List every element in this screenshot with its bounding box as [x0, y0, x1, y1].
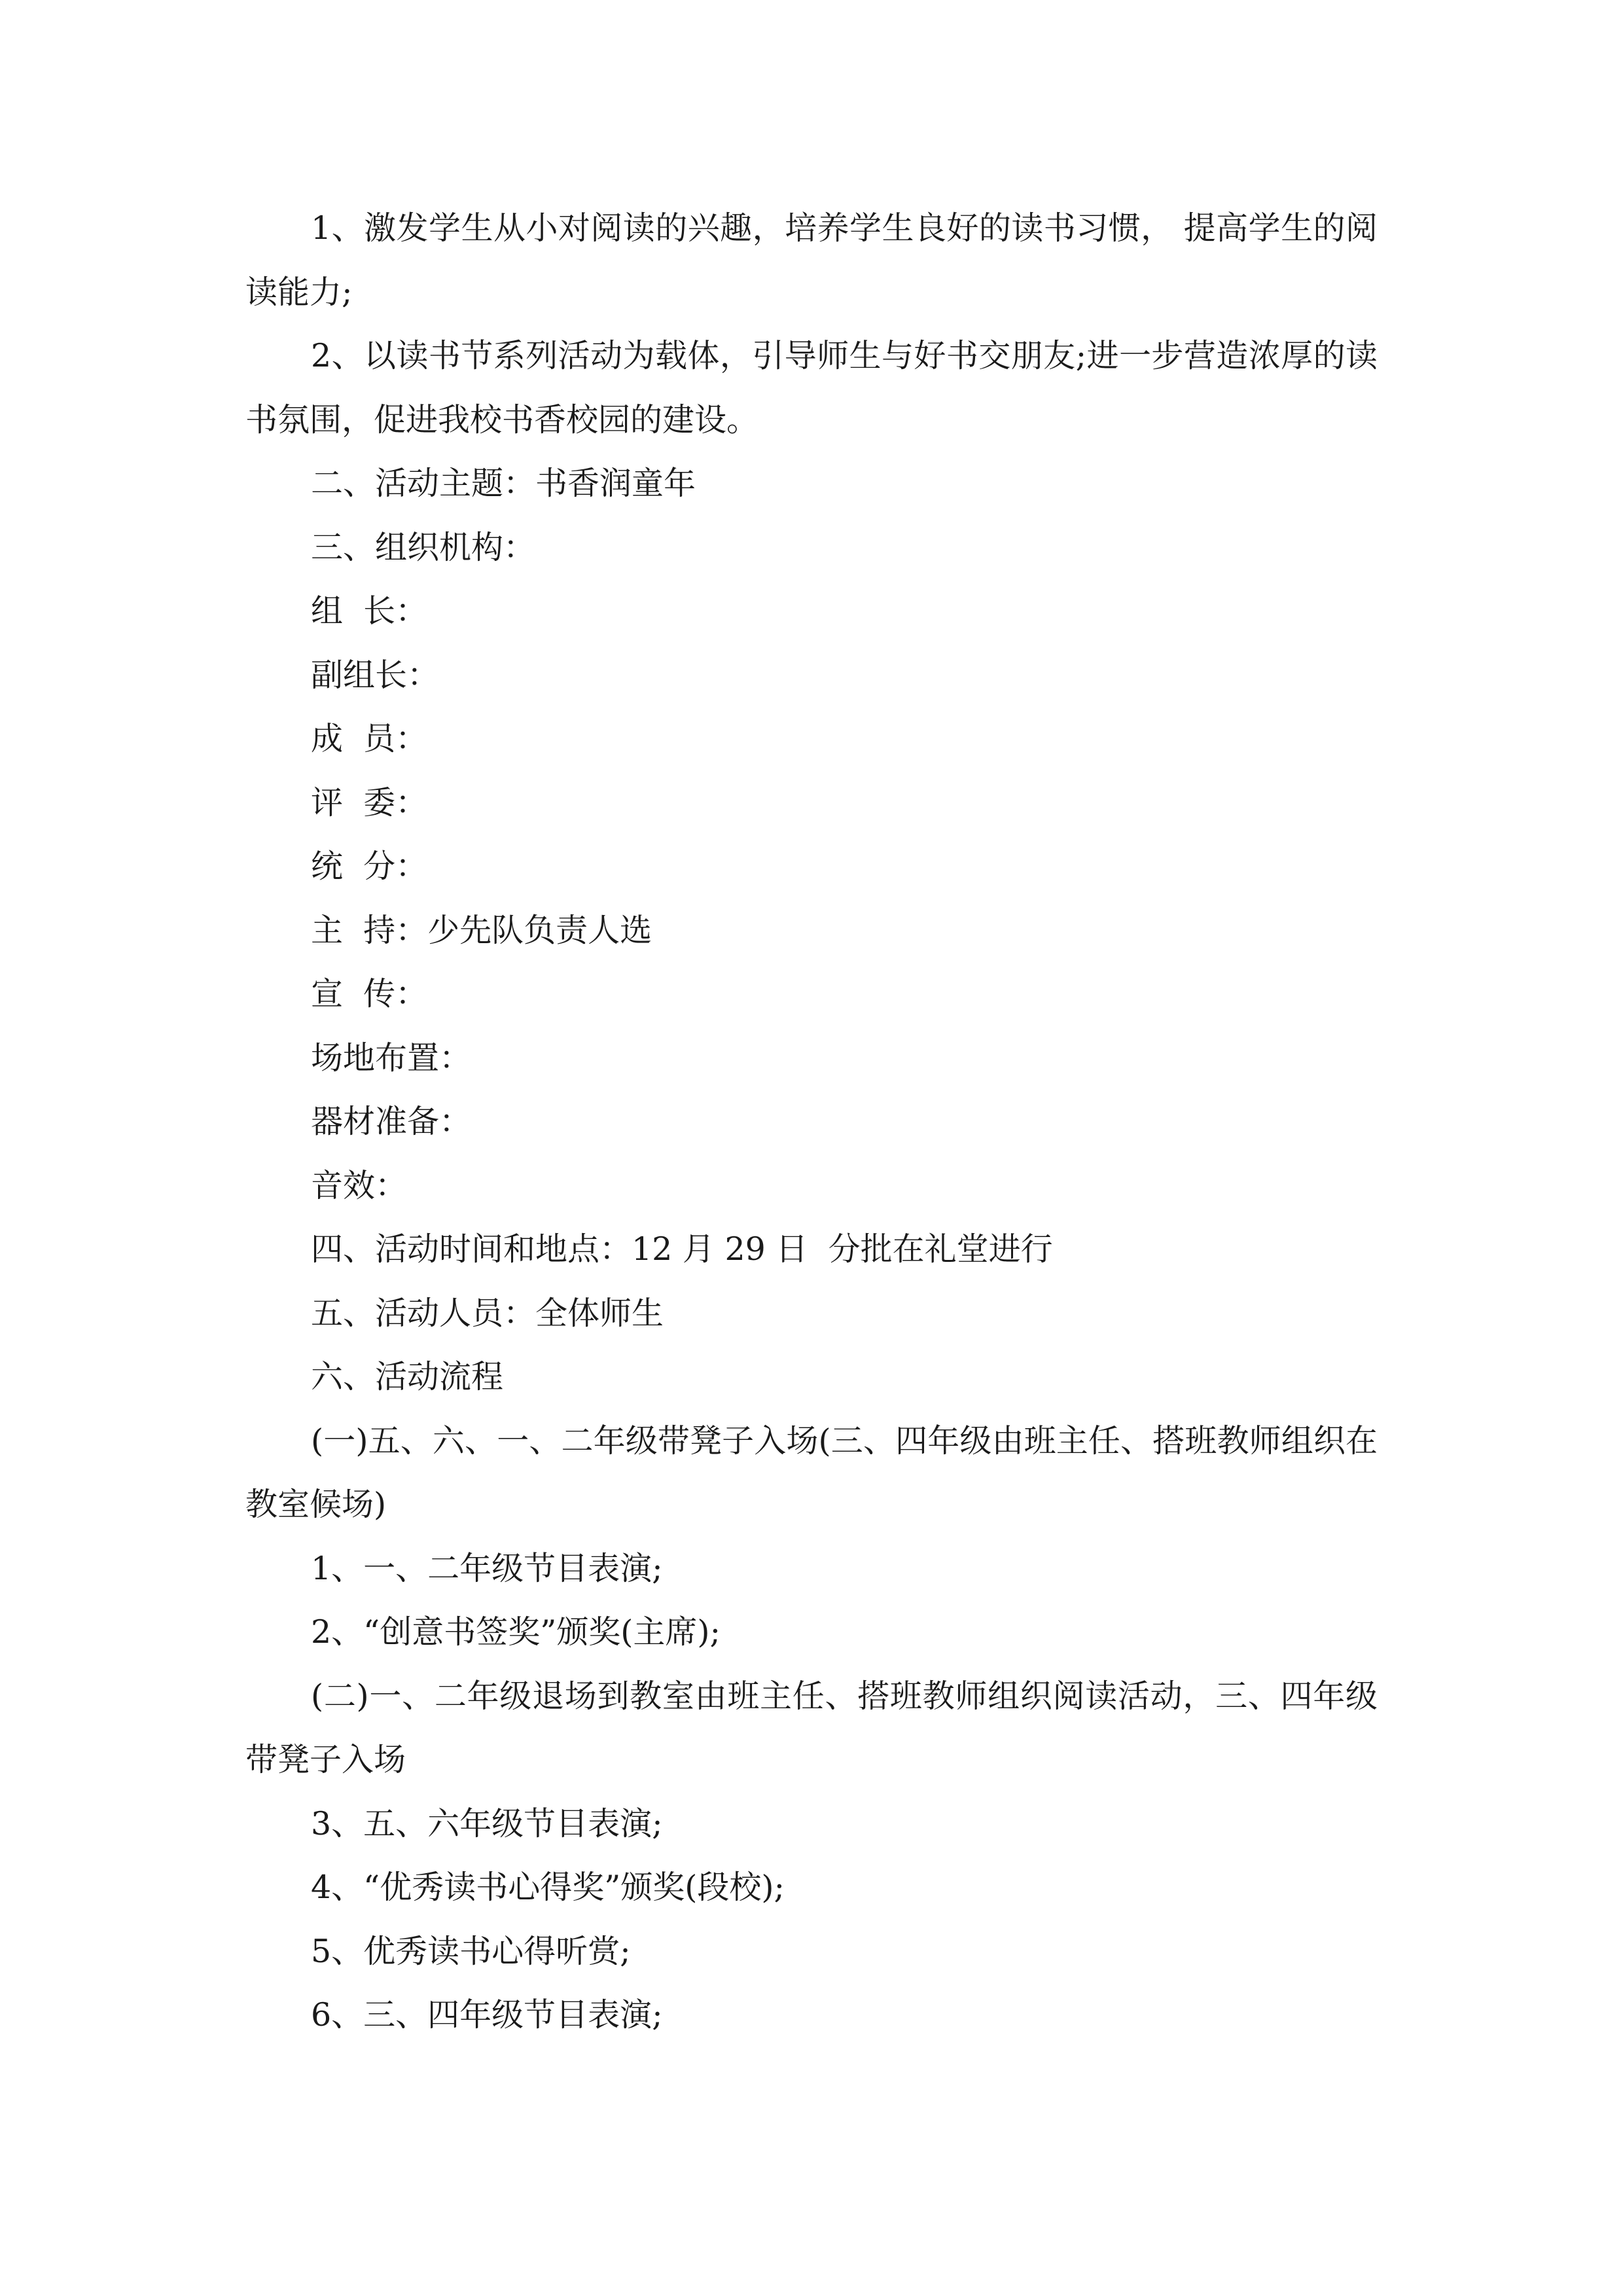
org-equipment: 器材准备：	[311, 1103, 472, 1140]
org-judges: 评 委：	[311, 783, 428, 821]
procedure-part-1: (一)五、六、一、二年级带凳子入场(三、四年级由班主任、搭班教师组织在教室候场)	[245, 1422, 1378, 1523]
procedure-step-2: 2、“创意书签奖”颁奖(主席);	[311, 1613, 721, 1651]
org-scoring: 统 分：	[311, 848, 428, 885]
procedure-part-2: (二)一、二年级退场到教室由班主任、搭班教师组织阅读活动，三、四年级带凳子入场	[245, 1677, 1378, 1778]
org-leader: 组 长：	[311, 592, 428, 630]
procedure-step-6: 6、三、四年级节目表演;	[311, 1996, 663, 2034]
org-venue-setup: 场地布置：	[311, 1039, 472, 1077]
org-deputy-leader: 副组长：	[311, 656, 440, 694]
goal-item-1: 1、激发学生从小对阅读的兴趣，培养学生良好的读书习惯， 提高学生的阅读能力;	[245, 209, 1378, 311]
procedure-step-1: 1、一、二年级节目表演;	[311, 1549, 663, 1587]
section-heading-time-place: 四、活动时间和地点：12 月 29 日 分批在礼堂进行	[311, 1230, 1053, 1268]
org-publicity: 宣 传：	[311, 975, 428, 1013]
org-sound: 音效：	[311, 1166, 408, 1204]
procedure-step-3: 3、五、六年级节目表演;	[311, 1804, 663, 1842]
goal-item-2: 2、以读书节系列活动为载体，引导师生与好书交朋友;进一步营造浓厚的读书氛围，促进我校书香校园的建设。	[245, 337, 1378, 439]
section-heading-organization: 三、组织机构：	[311, 528, 536, 566]
org-host: 主 持：少先队负责人选	[311, 911, 652, 949]
section-heading-procedure: 六、活动流程	[311, 1358, 504, 1395]
section-heading-theme: 二、活动主题：书香润童年	[311, 465, 696, 502]
org-members: 成 员：	[311, 720, 428, 757]
procedure-step-4: 4、“优秀读书心得奖”颁奖(段校);	[311, 1869, 785, 1906]
procedure-step-5: 5、优秀读书心得听赏;	[311, 1932, 631, 1970]
section-heading-participants: 五、活动人员：全体师生	[311, 1294, 664, 1332]
document-body	[245, 196, 1378, 2047]
